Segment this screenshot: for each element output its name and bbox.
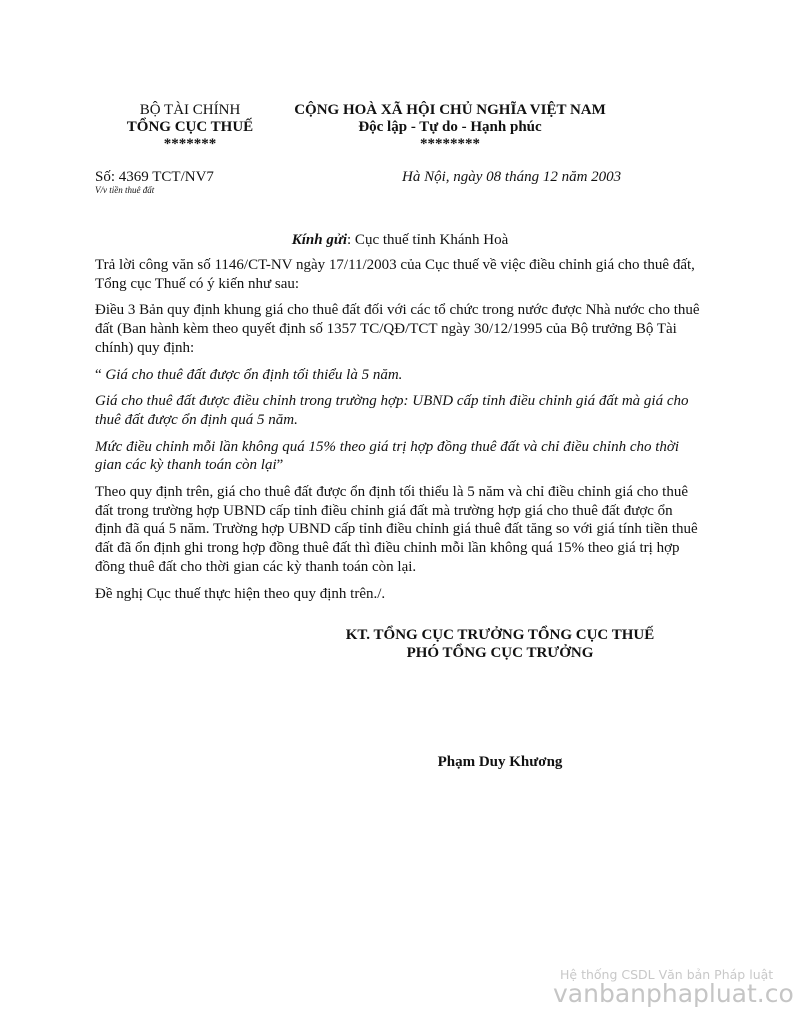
signature-title-2: PHÓ TỔNG CỤC TRƯỞNG xyxy=(406,645,594,661)
recipient-name: : Cục thuế tỉnh Khánh Hoà xyxy=(347,232,509,248)
issuer-separator: ******* xyxy=(163,136,217,152)
quote-1 xyxy=(95,366,703,385)
quote-3-text: Mức điều chỉnh mỗi lần không quá 15% theo giá trị hợp đồng thuê đất và chỉ điều chỉnh cho thời gian các kỳ thanh toán còn lại xyxy=(95,438,680,474)
nation-title: CỘNG HOÀ XÃ HỘI CHỦ NGHĨA VIỆT NAM xyxy=(294,102,606,118)
watermark-site: vanbanphapluat.co xyxy=(553,979,794,1008)
signature-block xyxy=(330,626,670,662)
quote-close-mark: ” xyxy=(276,457,284,474)
recipient-line xyxy=(0,232,800,249)
paragraph-request: Đề nghị Cục thuế thực hiện theo quy định trên./. xyxy=(95,585,386,602)
place-date: Hà Nội, ngày 08 tháng 12 năm 2003 xyxy=(402,169,622,185)
paragraph-interpretation: Theo quy định trên, giá cho thuê đất được ổn định tối thiểu là 5 năm và chỉ điều chỉnh giá cho thuê đất trong trường hợp UBND cấp tỉnh điều chỉnh giá đất mà trường hợp giá cho thuê đất được ổn định đã quá 5 năm. Trường hợp UBND cấp tỉnh điều chỉnh giá thuê đất tăng so với giá tính tiền thuê đất đã ổn định ghi trong hợp đồng thuê đất thì điều chỉnh mỗi lần không quá 15% theo giá trị hợp đồng thuê đất cho thời gian các kỳ thanh toán còn lại. xyxy=(95,484,698,575)
watermark-caption: Hệ thống CSDL Văn bản Pháp luật xyxy=(560,967,774,982)
signer-name: Phạm Duy Khương xyxy=(437,754,563,770)
quote-2: Giá cho thuê đất được điều chỉnh trong trường hợp: UBND cấp tỉnh điều chỉnh giá đất mà giá cho thuê đất được ổn định quá 5 năm. xyxy=(95,393,689,428)
paragraph-reply: Trả lời công văn số 1146/CT-NV ngày 17/11/2003 của Cục thuế về việc điều chỉnh giá cho thuê đất, Tổng cục Thuế có ý kiến như sau: xyxy=(95,257,695,292)
quote-3 xyxy=(95,438,703,475)
ministry-name: BỘ TÀI CHÍNH xyxy=(139,102,241,118)
national-motto: Độc lập - Tự do - Hạnh phúc xyxy=(358,119,542,135)
paragraph-regulation: Điều 3 Bản quy định khung giá cho thuê đất đối với các tổ chức trong nước được Nhà nước cho thuê đất (Ban hành kèm theo quyết định số 1357 TC/QĐ/TCT ngày 30/12/1995 của Bộ trưởng Bộ Tài chính) quy định: xyxy=(95,302,700,356)
signature-title-1: KT. TỔNG CỤC TRƯỞNG TỔNG CỤC THUẾ xyxy=(345,627,655,643)
department-name: TỔNG CỤC THUẾ xyxy=(126,119,254,135)
national-heading xyxy=(250,102,650,153)
letter-body xyxy=(95,256,703,611)
quote-open-mark: “ xyxy=(95,366,106,383)
quote-1-text: Giá cho thuê đất được ổn định tối thiểu là 5 năm. xyxy=(105,366,403,383)
document-subject: V/v tiền thuê đất xyxy=(95,185,155,195)
document-number: Số: 4369 TCT/NV7 xyxy=(95,169,214,185)
recipient-label: Kính gửi xyxy=(291,232,348,248)
motto-separator: ******** xyxy=(420,136,480,152)
